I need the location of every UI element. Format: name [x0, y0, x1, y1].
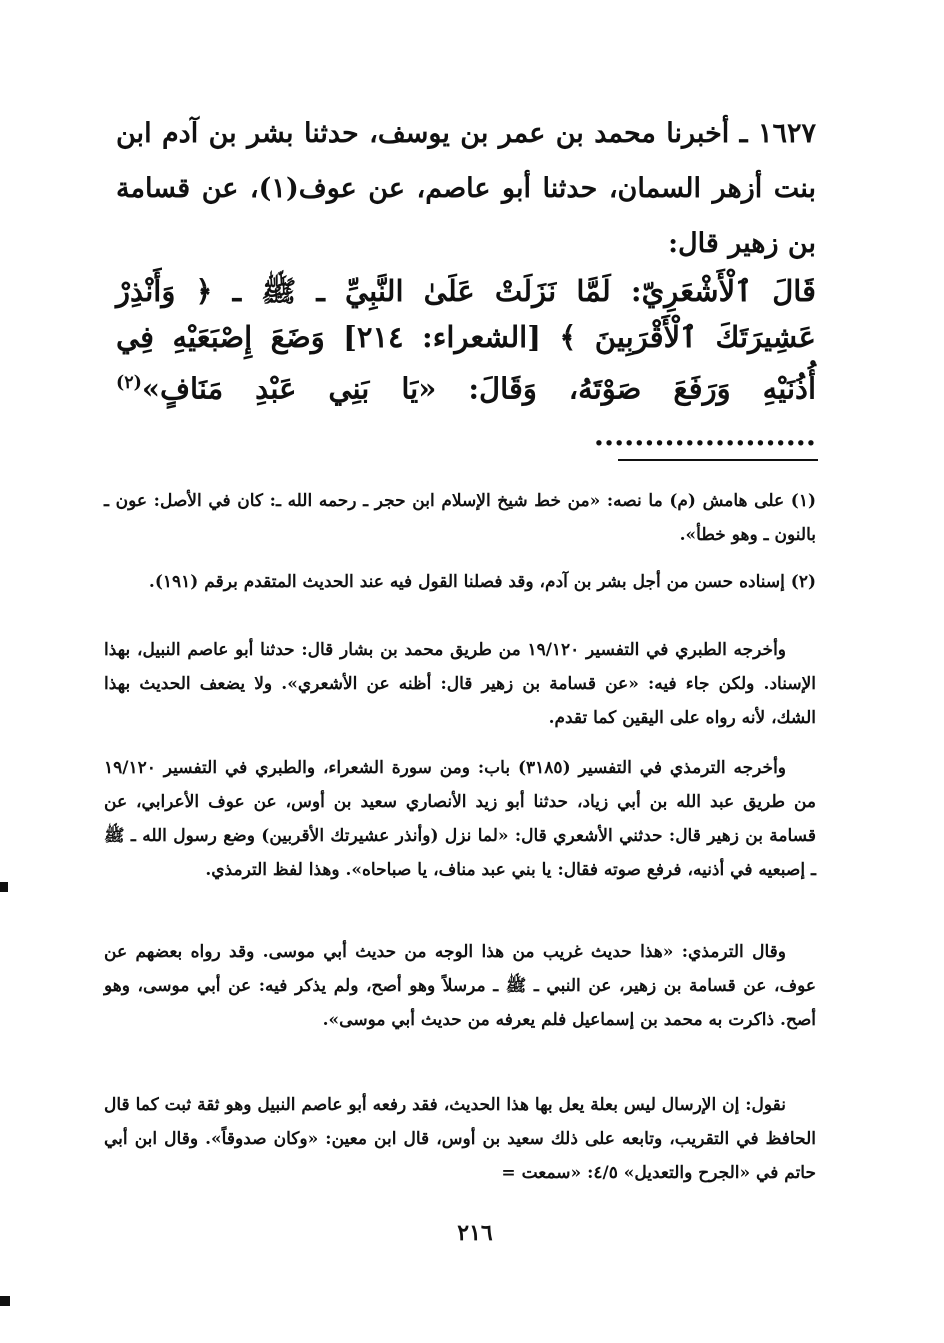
- scan-edge-mark: [0, 1296, 10, 1306]
- hadith-matn-text: قَالَ ٱلْأَشْعَرِيّ: لَمَّا نَزَلَتْ عَلَىٰ النَّبِيِّ ـ ﷺ ـ ﴿ وَأَنْذِرْ عَشِيرَتَكَ ٱلْأَقْرَبِينَ ﴾ [الشعراء: ٢١٤] وَضَعَ إِصْبَعَيْهِ فِي أُذُنَيْهِ وَرَفَعَ صَوْتَهُ، وَقَالَ: «يَا بَنِي عَبْدِ مَنَافٍ»: [116, 274, 816, 406]
- page-number: ٢١٦: [457, 1220, 493, 1246]
- footnote-1: (١) على هامش (م) ما نصه: «من خط شيخ الإسلام ابن حجر ـ رحمه الله ـ: كان في الأصل: عون ـ بالنون ـ وهو خطأ».: [104, 491, 816, 545]
- scan-edge-mark: [0, 882, 8, 892]
- footnote-separator: [618, 459, 818, 461]
- footnote-2-authors-note: نقول: إن الإرسال ليس بعلة يعل بها هذا الحديث، فقد رفعه أبو عاصم النبيل وهو ثقة ثبت كما قال الحافظ في التقريب، وتابعه على ذلك سعيد بن أوس، قال ابن معين: «وكان صدوقاً». وقال ابن أبي حاتم في «الجرح والتعديل» ٤/٥: «سمعت =: [104, 1095, 816, 1183]
- hadith-matn-paragraph: [116, 268, 816, 458]
- dotted-filler: ......................: [593, 417, 816, 452]
- footnote-ref-2: (٢): [116, 373, 142, 393]
- hadith-isnad-paragraph: ١٦٢٧ ـ أخبرنا محمد بن عمر بن يوسف، حدثنا بشر بن آدم ابن بنت أزهر السمان، حدثنا أبو عاصم، عن عوف(١)، عن قسامة بن زهير قال:: [116, 118, 816, 259]
- footnote-2-tabari: وأخرجه الطبري في التفسير ١٩/١٢٠ من طريق محمد بن بشار قال: حدثنا أبو عاصم النبيل، بهذا الإسناد. ولكن جاء فيه: «عن قسامة بن زهير قال: أظنه عن الأشعري». ولا يضعف الحديث بهذا الشك، لأنه رواه على اليقين كما تقدم.: [104, 640, 817, 728]
- footnote-2: (٢) إسناده حسن من أجل بشر بن آدم، وقد فصلنا القول فيه عند الحديث المتقدم برقم (١٩١).: [148, 572, 816, 592]
- footnote-2-tirmidhi-comment: وقال الترمذي: «هذا حديث غريب من هذا الوجه من حديث أبي موسى. وقد رواه بعضهم عن عوف، عن قسامة بن زهير، عن النبي ـ ﷺ ـ مرسلاً وهو أصح، ولم يذكر فيه: عن أبي موسى، وهو أصح. ذاكرت به محمد بن إسماعيل فلم يعرفه من حديث أبي موسى».: [104, 942, 816, 1030]
- footnote-2-tirmidhi: وأخرجه الترمذي في التفسير (٣١٨٥) باب: ومن سورة الشعراء، والطبري في التفسير ١٩/١٢٠ من طريق عبد الله بن أبي زياد، حدثنا أبو زيد الأنصاري سعيد بن أوس، عن عوف الأعرابي، عن قسامة بن زهير قال: حدثني الأشعري قال: «لما نزل (وأنذر عشيرتك الأقربين) وضع رسول الله ـ ﷺ ـ إصبعيه في أذنيه، فرفع صوته فقال: يا بني عبد مناف، يا صباحاه». وهذا لفظ الترمذي.: [104, 758, 816, 880]
